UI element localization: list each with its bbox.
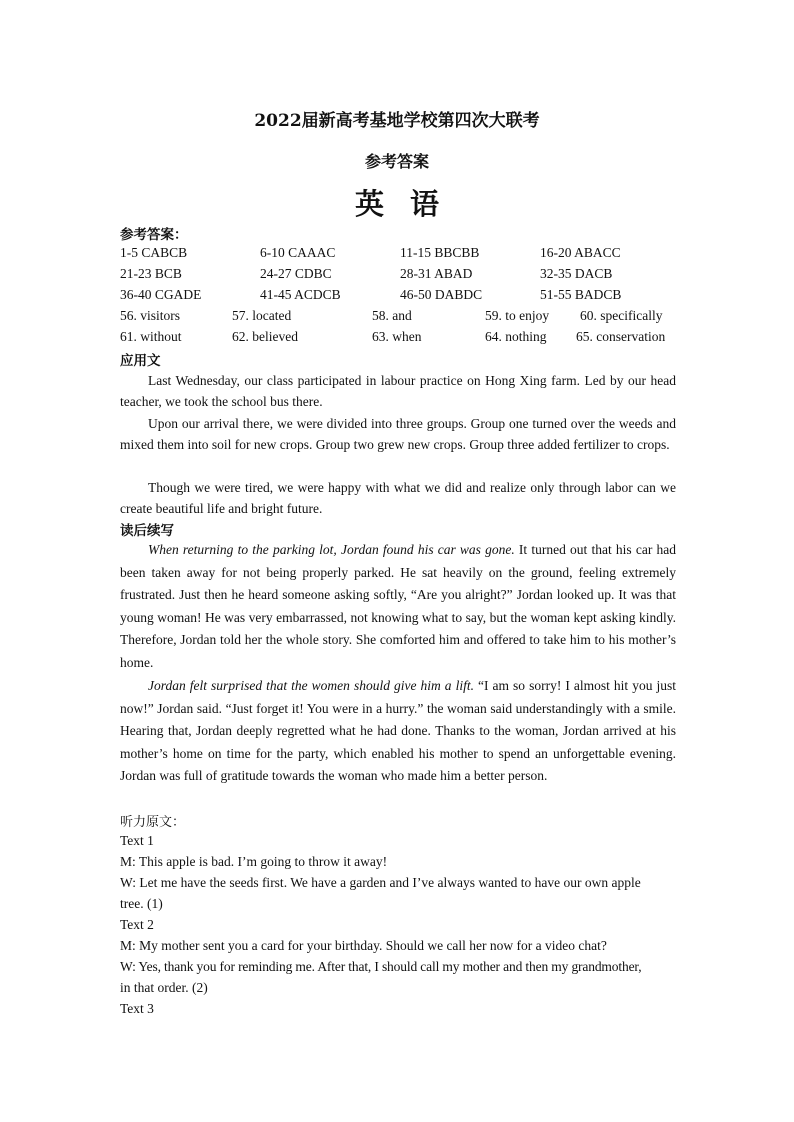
writing-paragraph: Last Wednesday, our class participated in labour practice on Hong Xing farm. Led by our head teacher, we took the school bus there. xyxy=(120,373,676,409)
exam-title: 2022届新高考基地学校第四次大联考 xyxy=(254,111,540,131)
answer-cell: 21-23 BCB xyxy=(120,266,182,281)
listening-line: W: Yes, thank you for reminding me. After that, I should call my mother and then my grandmother, xyxy=(120,959,642,974)
answer-row xyxy=(0,329,794,349)
continuation-heading: 读后续写 xyxy=(120,523,174,539)
continuation-lead-sentence: Jordan felt surprised that the women should give him a lift. xyxy=(148,678,474,693)
answer-subtitle: 参考答案 xyxy=(364,152,429,171)
answer-cell: 63. when xyxy=(372,329,422,344)
answer-cell: 65. conservation xyxy=(576,329,666,344)
answer-cell: 61. without xyxy=(120,329,182,344)
answer-row xyxy=(0,266,794,286)
listening-line: Text 3 xyxy=(120,1001,154,1016)
answer-cell: 11-15 BBCBB xyxy=(400,245,480,260)
answer-cell: 59. to enjoy xyxy=(485,308,550,323)
answer-cell: 64. nothing xyxy=(485,329,547,344)
listening-line: in that order. (2) xyxy=(120,980,208,995)
answers-heading: 参考答案： xyxy=(120,227,188,243)
answer-cell: 36-40 CGADE xyxy=(120,287,202,302)
answer-cell: 60. specifically xyxy=(580,308,663,323)
answer-row xyxy=(0,287,794,307)
continuation-paragraph-1 xyxy=(120,539,676,675)
answer-cell: 1-5 CABCB xyxy=(120,245,188,260)
answer-cell: 32-35 DACB xyxy=(540,266,613,281)
listening-line: Text 1 xyxy=(120,833,154,848)
listening-line: Text 2 xyxy=(120,917,154,932)
continuation-lead-sentence: When returning to the parking lot, Jordan found his car was gone. xyxy=(148,542,515,557)
listening-line: M: This apple is bad. I’m going to throw it away! xyxy=(120,854,388,869)
answer-cell: 28-31 ABAD xyxy=(400,266,473,281)
answer-cell: 6-10 CAAAC xyxy=(260,245,336,260)
continuation-paragraph-2 xyxy=(120,675,676,788)
listening-heading: 听力原文： xyxy=(120,815,186,830)
answer-cell: 24-27 CDBC xyxy=(260,266,332,281)
continuation-body: It turned out that his car had been taken away for not being properly parked. He sat heavily on the ground, feeling extremely frustrated. Just then he heard someone asking softly, “Are you alright?” Jordan looked up. It was that young woman! He was very embarrassed, not knowing what to say, but the woman kept asking kindly. Therefore, Jordan told her the whole story. She comforted him and offered to take him to his mother’s home. xyxy=(120,542,676,670)
answer-cell: 51-55 BADCB xyxy=(540,287,622,302)
answer-cell: 16-20 ABACC xyxy=(540,245,621,260)
writing-paragraph: Though we were tired, we were happy with what we did and realize only through labor can we create beautiful life and bright future. xyxy=(120,480,676,516)
answer-cell: 62. believed xyxy=(232,329,298,344)
listening-line: tree. (1) xyxy=(120,896,163,911)
answer-row xyxy=(0,245,794,265)
answer-cell: 46-50 DABDC xyxy=(400,287,483,302)
answer-cell: 58. and xyxy=(372,308,412,323)
continuation-body: “I am so sorry! I almost hit you just now!” Jordan said. “Just forget it! You were in a hurry.” the woman said understandingly with a smile. Hearing that, Jordan deeply regretted what he had done. Thanks to the woman, Jordan arrived at his mother’s home on time for the party, which enabled his mother to spend an unforgettable evening. Jordan was full of gratitude towards the woman who made him a better person. xyxy=(120,678,676,784)
answer-row xyxy=(0,308,794,328)
answer-cell: 41-45 ACDCB xyxy=(260,287,341,302)
writing-heading: 应用文 xyxy=(120,353,161,369)
listening-line: M: My mother sent you a card for your birthday. Should we call her now for a video chat? xyxy=(120,938,607,953)
answer-cell: 56. visitors xyxy=(120,308,181,323)
subject-title: 英语 xyxy=(354,187,465,221)
answer-cell: 57. located xyxy=(232,308,292,323)
writing-paragraph: Upon our arrival there, we were divided into three groups. Group one turned over the weeds and mixed them into soil for new crops. Group two grew new crops. Group three added fertilizer to crops. xyxy=(120,416,676,452)
listening-line: W: Let me have the seeds first. We have a garden and I’ve always wanted to have our own apple xyxy=(120,875,641,890)
